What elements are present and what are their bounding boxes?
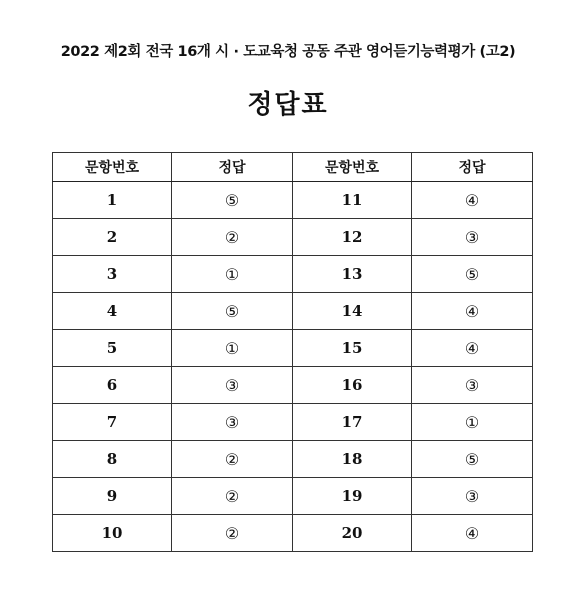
question-number-cell: 2 (53, 219, 172, 256)
table-row (53, 330, 533, 367)
question-number-cell: 15 (293, 330, 412, 367)
header-answer: 정답 (172, 153, 293, 182)
answer-cell: ③ (412, 367, 533, 404)
question-number-cell: 1 (53, 182, 172, 219)
answer-cell: ④ (412, 515, 533, 552)
answer-cell: ⑤ (172, 293, 293, 330)
table-row (53, 256, 533, 293)
table-row (53, 219, 533, 256)
question-number-cell: 9 (53, 478, 172, 515)
answer-cell: ③ (172, 404, 293, 441)
question-number-cell: 19 (293, 478, 412, 515)
question-number-cell: 5 (53, 330, 172, 367)
answer-cell: ② (172, 515, 293, 552)
answer-cell: ④ (412, 330, 533, 367)
page-title: 정답표 (247, 90, 329, 120)
question-number-cell: 7 (53, 404, 172, 441)
question-number-cell: 12 (293, 219, 412, 256)
question-number-cell: 20 (293, 515, 412, 552)
question-number-cell: 16 (293, 367, 412, 404)
answer-cell: ① (172, 256, 293, 293)
table-row (53, 367, 533, 404)
question-number-cell: 11 (293, 182, 412, 219)
answer-cell: ④ (412, 293, 533, 330)
table-row (53, 293, 533, 330)
header-question-number: 문항번호 (53, 153, 172, 182)
answer-cell: ① (172, 330, 293, 367)
answer-cell: ① (412, 404, 533, 441)
question-number-cell: 13 (293, 256, 412, 293)
question-number-cell: 14 (293, 293, 412, 330)
question-number-cell: 18 (293, 441, 412, 478)
answer-cell: ④ (412, 182, 533, 219)
answer-cell: ② (172, 478, 293, 515)
answer-table (52, 152, 533, 552)
answer-cell: ② (172, 219, 293, 256)
question-number-cell: 3 (53, 256, 172, 293)
answer-cell: ③ (412, 478, 533, 515)
answer-cell: ⑤ (412, 441, 533, 478)
question-number-cell: 4 (53, 293, 172, 330)
table-header-row (53, 153, 533, 182)
table-row (53, 404, 533, 441)
question-number-cell: 6 (53, 367, 172, 404)
answer-cell: ③ (172, 367, 293, 404)
question-number-cell: 17 (293, 404, 412, 441)
table-row (53, 478, 533, 515)
answer-cell: ③ (412, 219, 533, 256)
exam-header: 2022 제2회 전국 16개 시 · 도교육청 공동 주관 영어듣기능력평가 (고2) (60, 44, 516, 60)
answer-cell: ② (172, 441, 293, 478)
question-number-cell: 10 (53, 515, 172, 552)
table-row (53, 515, 533, 552)
table-row (53, 182, 533, 219)
question-number-cell: 8 (53, 441, 172, 478)
answer-cell: ⑤ (412, 256, 533, 293)
header-question-number: 문항번호 (293, 153, 412, 182)
table-row (53, 441, 533, 478)
header-answer: 정답 (412, 153, 533, 182)
answer-cell: ⑤ (172, 182, 293, 219)
